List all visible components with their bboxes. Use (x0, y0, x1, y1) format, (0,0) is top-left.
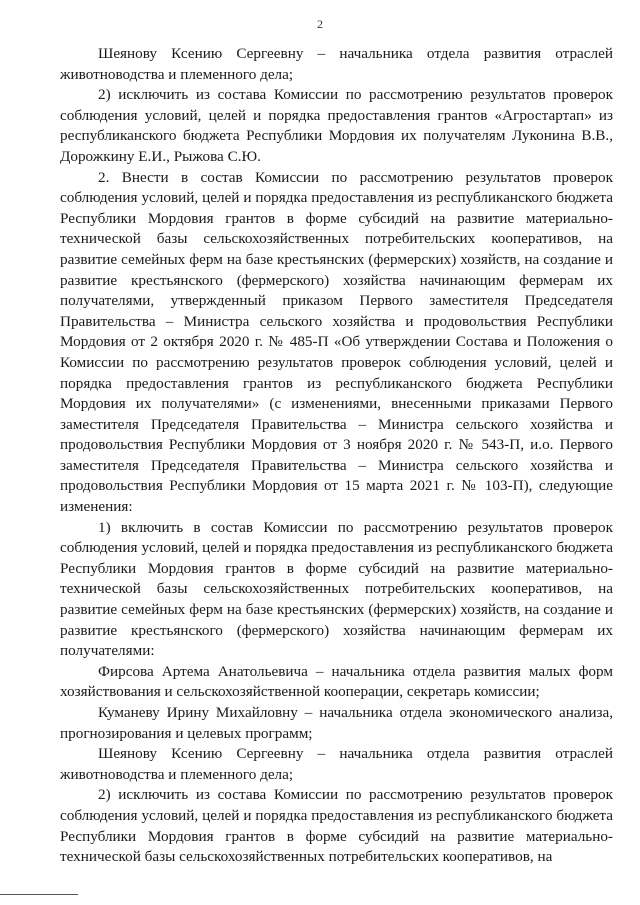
paragraph-sheyanova-2: Шеянову Ксению Сергеевну – начальника отдела развития отраслей животноводства и племенного дела; (60, 745, 613, 783)
paragraph-exclude-agrostartup: 2) исключить из состава Комиссии по рассмотрению результатов проверок соблюдения условий, целей и порядка предоставления грантов «Агростартап» из республиканского бюджета Республики Мордовия их получателям Луконина В.В., Дорожкину Е.И., Рыжова С.Ю. (60, 86, 613, 165)
footnote-divider (0, 894, 78, 895)
paragraph-exclude-members: 2) исключить из состава Комиссии по рассмотрению результатов проверок соблюдения условий, целей и порядка предоставления из республиканского бюджета Республики Мордовия грантов в форме субсидий на развитие материально-технической базы сельскохозяйственных потребительских кооперативов, на (60, 786, 613, 866)
document-body (60, 44, 613, 868)
paragraph-sheyanova-1: Шеянову Ксению Сергеевну – начальника отдела развития отраслей животноводства и племенного дела; (60, 45, 613, 83)
paragraph-firsov: Фирсова Артема Анатольевича – начальника отдела развития малых форм хозяйствования и сельскохозяйственной кооперации, секретарь комиссии; (60, 662, 613, 701)
paragraph-item-2-amendments: 2. Внести в состав Комиссии по рассмотрению результатов проверок соблюдения условий, целей и порядка предоставления из республиканского бюджета Республики Мордовия грантов в форме субсидий на развитие материально-технической базы сельскохозяйственных потребительских кооперативов, на развитие семейных ферм на базе крестьянских (фермерских) хозяйств, на создание и развитие крестьянского (фермерского) хозяйства начинающим фермерам их получателями, утвержденный приказом Первого заместителя Председателя Правительства – Министра сельского хозяйства и продовольствия Республики Мордовия от 2 октября 2020 г. № 485-П «Об утверждении Состава и Положения о Комиссии по рассмотрению результатов проверок соблюдения условий, целей и порядка предоставления грантов из республиканского бюджета Республики Мордовия их получателями» (с изменениями, внесенными приказами Первого заместителя Председателя Правительства – Министра сельского хозяйства и продовольствия Республики Мордовия от 3 ноября 2020 г. № 543-П, и.о. Первого заместителя Председателя Правительства – Министра сельского хозяйства и продовольствия Республики Мордовия от 15 марта 2021 г. № 103-П), следующие изменения: (60, 168, 613, 516)
page-number: 2 (317, 17, 323, 31)
paragraph-include-members: 1) включить в состав Комиссии по рассмотрению результатов проверок соблюдения условий, целей и порядка предоставления из республиканского бюджета Республики Мордовия грантов в форме субсидий на развитие материально-технической базы сельскохозяйственных потребительских кооперативов, на развитие семейных ферм на базе крестьянских (фермерских) хозяйств, на создание и развитие крестьянского (фермерского) хозяйства начинающим фермерам их получателями: (60, 518, 613, 660)
paragraph-kumaneva: Куманеву Ирину Михайловну – начальника отдела экономического анализа, прогнозирования и целевых программ; (60, 704, 613, 742)
